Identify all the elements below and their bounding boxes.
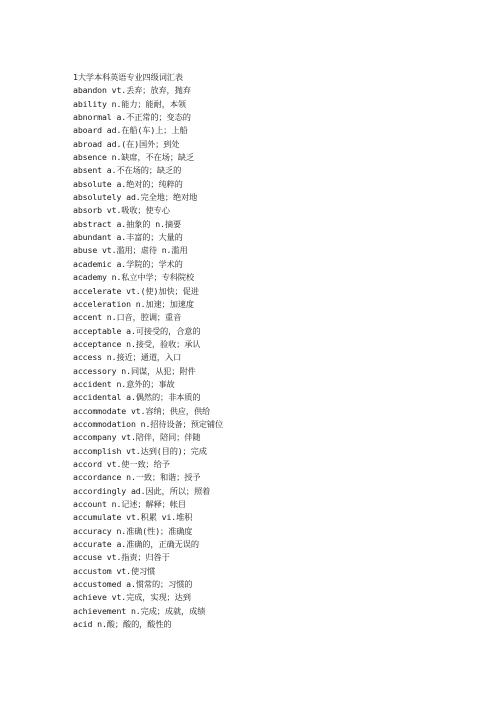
entry-line: abuse vt.滥用；虐待 n.滥用 [73, 245, 188, 256]
entry-line: accidental a.偶然的；非本质的 [73, 392, 201, 403]
entry-line: accent n.口音，腔调；重音 [73, 312, 182, 323]
entry-line: accurate a.准确的，正确无误的 [73, 539, 199, 550]
entry-line: accompany vt.陪伴，陪同；伴随 [73, 432, 201, 443]
entry-line: accumulate vt.积累 vi.堆积 [73, 512, 193, 523]
entry-line: accustom vt.使习惯 [73, 565, 156, 576]
entry-line: achievement n.完成；成就，成绩 [73, 605, 206, 616]
entry-line: accustomed a.惯常的；习惯的 [73, 579, 193, 590]
entry-line: account n.记述；解释；帐目 [73, 499, 186, 509]
entry-line: ability n.能力；能耐，本领 [73, 98, 186, 109]
entry-line: accident n.意外的；事故 [73, 378, 175, 389]
vocabulary-list [73, 71, 283, 631]
entry-line: accuse vt.指责；归咎于 [73, 552, 170, 563]
entry-line: accomplish vt.达到(目的)；完成 [73, 445, 207, 456]
entry-line: absorb vt.吸收；使专心 [73, 205, 170, 216]
entry-line: absent a.不在场的；缺乏的 [73, 165, 182, 176]
entry-line: accelerate vt.(使)加快；促进 [73, 285, 199, 296]
entry-line: acid n.酸；酸的，酸性的 [73, 619, 172, 630]
entry-line: abandon vt.丢弃；放弃，抛弃 [73, 85, 191, 96]
entry-line: academy n.私立中学；专科院校 [73, 272, 195, 283]
entry-line: aboard ad.在船(车)上；上船 [73, 125, 188, 136]
entry-line: absolutely ad.完全地；绝对地 [73, 192, 198, 203]
entry-line: access n.接近；通道，入口 [73, 352, 182, 363]
entry-line: absence n.缺席，不在场；缺乏 [73, 152, 195, 163]
entry-line: accommodate vt.容纳；供应，供给 [73, 405, 211, 416]
entry-line: accordingly ad.因此，所以；照着 [73, 485, 211, 496]
document-title: 1大学本科英语专业四级词汇表 [73, 72, 183, 82]
entry-line: accord vt.使一致；给予 [73, 458, 170, 469]
entry-line: accommodation n.招待设备；预定铺位 [73, 418, 224, 429]
entry-line: accuracy n.准确(性)；准确度 [73, 525, 193, 536]
entry-line: accordance n.一致；和谐；授予 [73, 472, 201, 483]
entry-line: achieve vt.完成，实现；达到 [73, 592, 191, 603]
entry-line: acceleration n.加速；加速度 [73, 298, 194, 309]
entry-line: absolute a.绝对的；纯粹的 [73, 178, 183, 189]
entry-line: acceptable a.可接受的，合意的 [73, 325, 201, 336]
entry-line: abroad ad.(在)国外；到处 [73, 138, 180, 149]
entry-line: acceptance n.接受，验收；承认 [73, 338, 201, 349]
entry-line: accessory n.同谋，从犯；附件 [73, 365, 196, 376]
entry-line: abstract a.抽象的 n.摘要 [73, 218, 182, 229]
entry-line: abnormal a.不正常的；变态的 [73, 112, 191, 123]
entry-line: abundant a.丰富的；大量的 [73, 232, 183, 243]
entry-line: academic a.学院的；学术的 [73, 258, 183, 269]
